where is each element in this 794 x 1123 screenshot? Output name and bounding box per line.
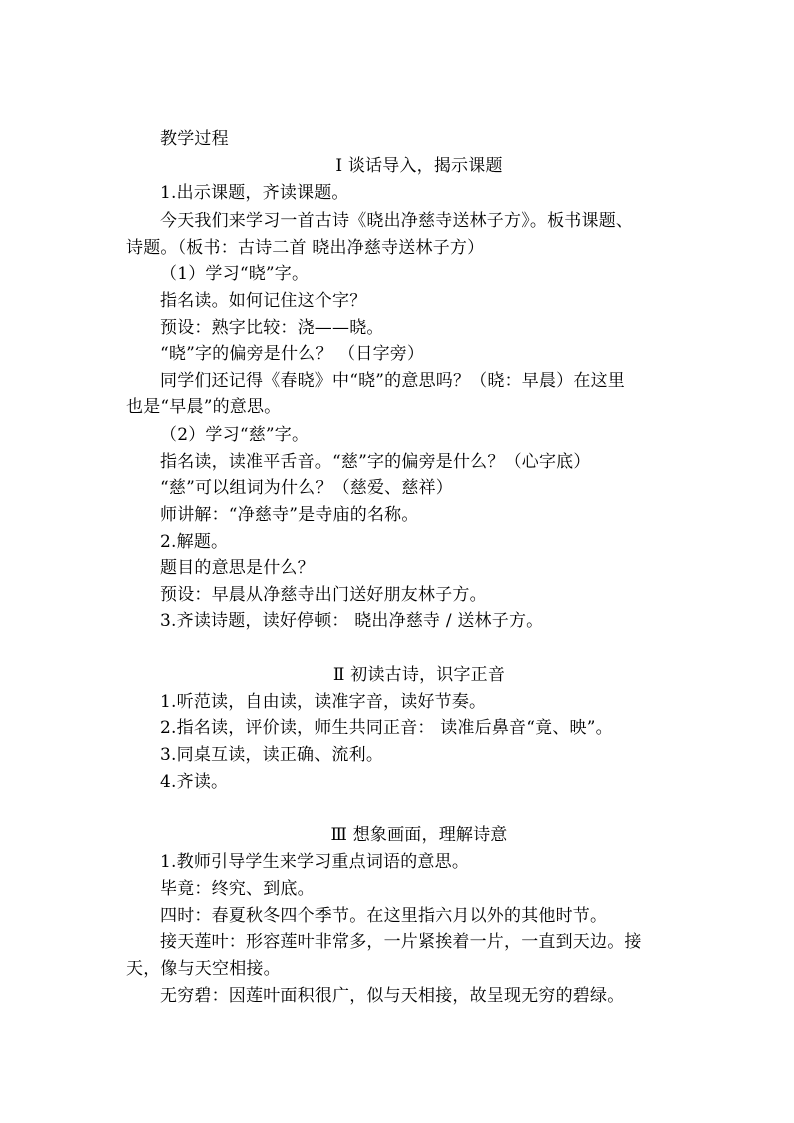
section-2-line: 2.指名读，评价读，师生共同正音： 读准后鼻音“竟、映”。 — [160, 718, 613, 738]
section-3-line: 四时：春夏秋冬四个季节。在这里指六月以外的其他时节。 — [160, 906, 608, 926]
section-1-line: 同学们还记得《春晓》中“晓”的意思吗？（晓：早晨）在这里 — [160, 371, 625, 391]
section-1-line: （1）学习“晓”字。 — [160, 264, 310, 284]
section-3-line: 无穷碧：因莲叶面积很广，似与天相接，故呈现无穷的碧绿。 — [160, 986, 625, 1006]
section-1-line: 1.出示课题，齐读课题。 — [160, 183, 349, 203]
section-1-line: 指名读。如何记住这个字？ — [160, 291, 367, 311]
section-1-line: 3.齐读诗题，读好停顿： 晓出净慈寺 / 送林子方。 — [160, 611, 544, 631]
section-3-line: 毕竟：终究、到底。 — [160, 879, 315, 899]
section-3-title: Ⅲ 想象画面，理解诗意 — [330, 825, 508, 845]
section-2-line: 4.齐读。 — [160, 772, 229, 792]
section-3-line: 接天莲叶：形容莲叶非常多，一片紧挨着一片，一直到天边。接 — [160, 932, 642, 952]
section-1-line: 指名读，读准平舌音。“慈”字的偏旁是什么？（心字底） — [160, 452, 591, 472]
section-1-line: 诗题。（板书：古诗二首 晓出净慈寺送林子方） — [126, 238, 485, 258]
section-1-line: 题目的意思是什么？ — [160, 558, 315, 578]
section-1-line: “慈”可以组词为什么？（慈爱、慈祥） — [160, 478, 453, 498]
section-3-line: 天，像与天空相接。 — [126, 959, 281, 979]
section-1-line: 预设：早晨从净慈寺出门送好朋友林子方。 — [160, 585, 487, 605]
section-1-line: “晓”字的偏旁是什么？ （日字旁） — [160, 344, 425, 364]
section-1-line: 也是“早晨”的意思。 — [126, 397, 282, 417]
section-1-line: （2）学习“慈”字。 — [160, 425, 310, 445]
document-heading: 教学过程 — [160, 129, 229, 149]
section-1-line: 2.解题。 — [160, 532, 229, 552]
section-1-title: Ⅰ 谈话导入，揭示课题 — [335, 156, 503, 176]
section-2-title: Ⅱ 初读古诗，识字正音 — [332, 665, 506, 685]
section-1-line: 预设：熟字比较：浇——晓。 — [160, 318, 384, 338]
section-3-line: 1.教师引导学生来学习重点词语的意思。 — [160, 852, 470, 872]
section-1-line: 今天我们来学习一首古诗《晓出净慈寺送林子方》。板书课题、 — [160, 211, 634, 231]
section-1-line: 师讲解：“净慈寺”是寺庙的名称。 — [160, 505, 419, 525]
section-2-line: 1.听范读，自由读，读准字音，读好节奏。 — [160, 692, 487, 712]
section-2-line: 3.同桌互读，读正确、流利。 — [160, 745, 384, 765]
